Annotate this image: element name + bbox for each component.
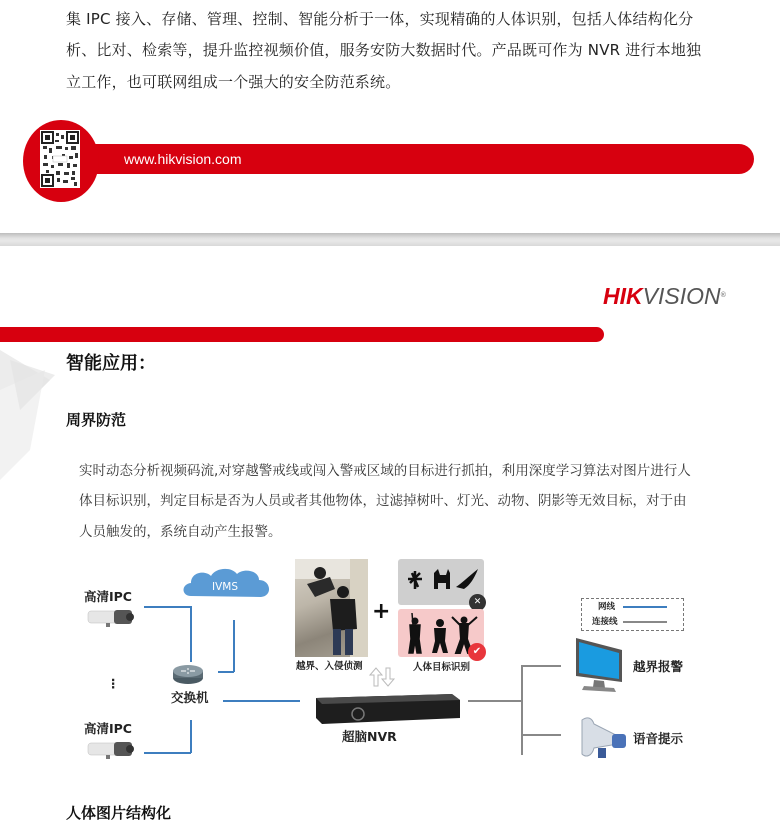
qr-code-icon: [40, 130, 80, 188]
section-title: 智能应用：: [66, 353, 156, 374]
reject-badge-icon: ✕: [469, 594, 486, 611]
connection-line: [468, 700, 521, 702]
intro-text-line-1: 集 IPC 接入、存储、管理、控制、智能分析于一体，实现精确的人体识别，包括人体结构化分: [66, 10, 694, 28]
legend-network-label: 网线: [598, 602, 616, 612]
paragraph-line-1: 实时动态分析视频码流,对穿越警戒线或闯入警戒区域的目标进行抓拍，利用深度学习算法对图片进行人: [79, 463, 691, 479]
camera-icon: [86, 608, 136, 628]
connection-line: [521, 734, 561, 736]
ivms-label: IVMS: [212, 581, 239, 593]
watermark-decoration-icon: [0, 330, 60, 500]
paragraph-line-2: 体目标识别，判定目标是否为人员或者其他物体，过滤掉树叶、灯光、动物、阴影等无效目标，对于由: [79, 493, 687, 509]
intrusion-photo: [295, 559, 368, 657]
website-url[interactable]: www.hikvision.com: [124, 151, 242, 167]
network-line: [223, 700, 300, 702]
camera-top-label: 高清IPC: [84, 589, 132, 604]
camera-bottom-label: 高清IPC: [84, 721, 132, 736]
network-line: [190, 606, 192, 662]
intruder-figure-icon: [295, 559, 368, 657]
speaker-horn-icon: [578, 714, 630, 760]
bidirectional-arrow-icon: [368, 666, 396, 688]
output-voice-label: 语音提示: [633, 731, 684, 746]
accept-badge-icon: ✔: [468, 643, 486, 661]
camera-icon: [86, 740, 136, 760]
ellipsis: ⋮: [107, 676, 120, 691]
subsection-title-body-structuring: 人体图片结构化: [66, 804, 172, 822]
network-line: [233, 620, 235, 672]
recognition-caption: 人体目标识别: [413, 662, 471, 673]
logo-vision: VISION: [642, 283, 721, 309]
output-alarm-label: 越界报警: [633, 659, 684, 674]
network-line: [190, 720, 192, 753]
page-separator: [0, 233, 780, 246]
switch-label: 交换机: [171, 690, 209, 705]
subsection-title-perimeter: 周界防范: [66, 411, 127, 429]
monitor-icon: [574, 636, 626, 694]
plus-sign: +: [372, 599, 391, 624]
logo-trademark: ®: [720, 292, 726, 299]
connection-line: [521, 665, 523, 755]
legend-connection-label: 连接线: [592, 617, 618, 627]
header-red-bar: [0, 327, 604, 342]
paragraph-line-3: 人员触发的，系统自动产生报警。: [79, 524, 282, 540]
network-line: [144, 606, 191, 608]
legend-network-swatch: [623, 606, 667, 608]
network-line: [218, 671, 234, 673]
network-line: [144, 752, 191, 754]
nvr-label: 超脑NVR: [342, 729, 397, 744]
nvr-device-icon: [312, 690, 462, 728]
network-switch-icon: [172, 663, 204, 685]
intro-text-line-3: 立工作，也可联网组成一个强大的安全防范系统。: [66, 73, 401, 91]
intro-text-line-2: 析、比对、检索等，提升监控视频价值，服务安防大数据时代。产品既可作为 NVR 进行本地独: [66, 41, 702, 59]
legend-connection-swatch: [623, 621, 667, 623]
hikvision-logo: [603, 283, 726, 309]
connection-line: [521, 665, 561, 667]
logo-hik: HIK: [603, 283, 643, 309]
photo-caption: 越界、入侵侦测: [296, 661, 363, 672]
